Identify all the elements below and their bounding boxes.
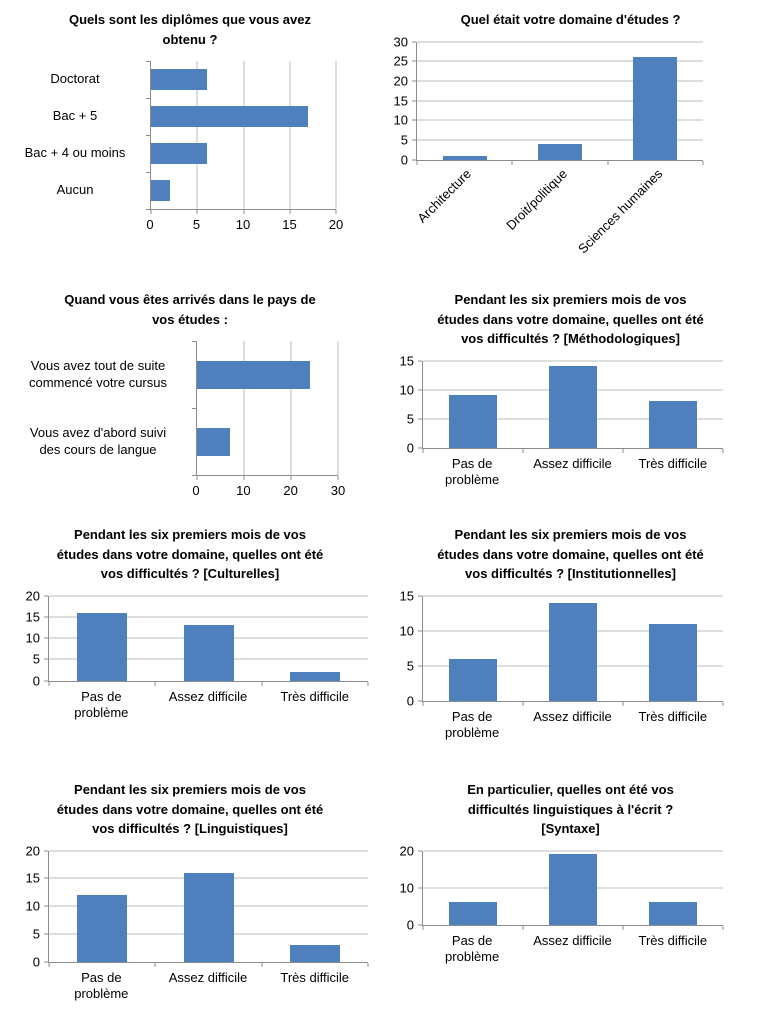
x-axis-labels bbox=[48, 963, 368, 1004]
y-axis-tick bbox=[44, 595, 48, 596]
bar bbox=[184, 873, 234, 962]
y-axis-tick bbox=[146, 135, 150, 136]
category-label: Très difficile bbox=[638, 455, 708, 471]
gridline bbox=[243, 61, 244, 209]
gridline bbox=[423, 850, 723, 851]
category-label-wrap bbox=[0, 61, 150, 98]
x-axis-tick bbox=[623, 926, 624, 930]
bar bbox=[151, 106, 308, 127]
y-tick-label: 10 bbox=[25, 630, 40, 646]
x-axis-tick bbox=[723, 926, 724, 930]
y-axis-tick bbox=[418, 665, 422, 666]
x-axis-tick bbox=[423, 926, 424, 930]
y-axis-tick bbox=[412, 100, 416, 101]
chart-canvas bbox=[0, 61, 380, 235]
x-axis-tick bbox=[49, 682, 50, 686]
category-label: Pas de problème bbox=[74, 688, 129, 721]
bar bbox=[549, 366, 597, 447]
bar bbox=[77, 895, 127, 962]
y-axis-tick bbox=[418, 447, 422, 448]
x-axis-tick bbox=[336, 210, 337, 214]
x-axis-tick bbox=[289, 210, 290, 214]
y-tick-label: 10 bbox=[399, 382, 414, 397]
y-axis-tick bbox=[44, 638, 48, 639]
chart-plot-row bbox=[0, 341, 338, 476]
gridline bbox=[336, 61, 337, 209]
category-label: Très difficile bbox=[638, 932, 708, 948]
y-axis-tick bbox=[418, 700, 422, 701]
bar bbox=[197, 361, 310, 389]
chart-plot-row bbox=[380, 353, 723, 455]
bar bbox=[290, 945, 340, 962]
y-tick-label: 10 bbox=[25, 898, 40, 914]
y-tick-label: 15 bbox=[25, 870, 40, 886]
y-tick-label: 30 bbox=[393, 34, 408, 49]
y-tick-label: 5 bbox=[32, 651, 40, 667]
y-axis-tick bbox=[44, 961, 48, 962]
y-tick-label: 0 bbox=[406, 693, 414, 708]
y-tick-label: 20 bbox=[399, 843, 414, 858]
chart-plot-row bbox=[0, 843, 368, 969]
chart-difficultes-syntaxe bbox=[380, 770, 761, 1024]
category-label-wrap bbox=[422, 456, 522, 490]
x-tick-label: 20 bbox=[328, 217, 344, 232]
category-label: Pas de problème bbox=[74, 969, 129, 1002]
plot-area bbox=[422, 361, 723, 449]
x-tick-label: 30 bbox=[330, 483, 346, 498]
y-axis-tick bbox=[44, 906, 48, 907]
category-label: Sciences humaines bbox=[575, 165, 666, 256]
x-axis-tick bbox=[523, 449, 524, 453]
y-axis-tick bbox=[418, 887, 422, 888]
category-label-wrap bbox=[155, 689, 262, 723]
x-axis-tick bbox=[723, 702, 724, 706]
category-label-wrap bbox=[422, 933, 522, 967]
category-label: Vous avez d'abord suivi des cours de langue bbox=[29, 424, 167, 457]
bar bbox=[538, 144, 582, 160]
bar bbox=[633, 57, 677, 159]
y-tick-label: 15 bbox=[399, 353, 414, 368]
x-axis-tick bbox=[623, 702, 624, 706]
plot-area bbox=[150, 61, 336, 210]
category-label-wrap bbox=[0, 172, 150, 209]
y-tick-label: 20 bbox=[393, 73, 408, 89]
category-label: Assez difficile bbox=[533, 455, 612, 471]
chart-title: Quels sont les diplômes que vous avez obtenu ? bbox=[68, 12, 312, 47]
x-axis-labels bbox=[416, 161, 703, 276]
y-tick-label: 5 bbox=[406, 411, 414, 426]
category-label: Bac + 5 bbox=[52, 108, 98, 124]
y-axis-labels bbox=[380, 843, 422, 932]
y-tick-label: 5 bbox=[406, 658, 414, 674]
chart-canvas bbox=[380, 34, 761, 276]
y-axis-tick bbox=[146, 209, 150, 210]
y-axis-tick bbox=[44, 850, 48, 851]
x-axis-tick bbox=[197, 476, 198, 480]
category-label-wrap bbox=[422, 709, 522, 743]
x-axis-tick bbox=[368, 963, 369, 967]
category-label: Aucun bbox=[56, 182, 94, 198]
chart-canvas bbox=[380, 353, 761, 490]
y-axis-tick bbox=[44, 659, 48, 660]
x-axis-tick bbox=[523, 926, 524, 930]
category-label: Très difficile bbox=[280, 688, 349, 704]
bar bbox=[443, 156, 487, 160]
category-label: Droit/politique bbox=[503, 165, 571, 233]
x-axis-tick bbox=[197, 210, 198, 214]
bar bbox=[151, 69, 207, 90]
gridline bbox=[338, 341, 339, 475]
chart-difficultes-methodologiques bbox=[380, 280, 761, 515]
category-label-wrap bbox=[0, 408, 196, 475]
category-label-wrap bbox=[261, 689, 368, 723]
category-label: Assez difficile bbox=[533, 708, 612, 724]
plot-area bbox=[416, 42, 703, 161]
y-tick-label: 15 bbox=[393, 93, 408, 108]
y-tick-label: 10 bbox=[399, 623, 414, 639]
y-tick-label: 0 bbox=[400, 152, 408, 167]
category-axis-labels bbox=[0, 61, 150, 209]
bar bbox=[184, 625, 234, 680]
y-axis-tick bbox=[412, 80, 416, 81]
y-tick-label: 20 bbox=[25, 843, 40, 858]
x-axis-tick bbox=[49, 963, 50, 967]
x-axis-tick bbox=[423, 702, 424, 706]
x-axis-labels bbox=[146, 217, 344, 235]
plot-area bbox=[48, 851, 368, 963]
plot-area bbox=[48, 596, 368, 682]
category-label: Pas de problème bbox=[445, 708, 500, 741]
chart-canvas bbox=[0, 843, 380, 1004]
category-label: Très difficile bbox=[280, 969, 349, 985]
chart-difficultes-culturelles bbox=[0, 515, 380, 770]
x-axis-labels bbox=[192, 483, 346, 501]
x-axis-tick bbox=[368, 682, 369, 686]
y-axis-tick bbox=[146, 61, 150, 62]
category-label-wrap bbox=[623, 933, 723, 967]
bar bbox=[77, 613, 127, 681]
y-tick-label: 0 bbox=[32, 673, 40, 688]
x-tick-label: 0 bbox=[146, 217, 154, 232]
bar bbox=[649, 902, 697, 924]
chart-canvas bbox=[380, 843, 761, 967]
y-axis-tick bbox=[412, 41, 416, 42]
bar bbox=[449, 902, 497, 924]
plot-area bbox=[422, 851, 723, 926]
chart-plot-row bbox=[0, 588, 368, 688]
x-axis-tick bbox=[523, 702, 524, 706]
y-axis-tick bbox=[44, 878, 48, 879]
category-axis-labels bbox=[0, 341, 196, 475]
gridline bbox=[417, 41, 703, 42]
y-axis-labels bbox=[380, 588, 422, 708]
bar bbox=[649, 624, 697, 701]
y-tick-label: 20 bbox=[25, 588, 40, 603]
y-axis-labels bbox=[380, 353, 422, 455]
chart-title: Pendant les six premiers mois de vos études dans votre domaine, quelles ont été vos difficultés ? [Culturelles] bbox=[56, 527, 324, 581]
bar bbox=[449, 395, 497, 447]
y-axis-tick bbox=[418, 389, 422, 390]
x-tick-label: 10 bbox=[235, 217, 251, 232]
category-label-wrap bbox=[155, 970, 262, 1004]
category-label: Assez difficile bbox=[533, 932, 612, 948]
y-axis-tick bbox=[192, 341, 196, 342]
x-axis-labels bbox=[422, 702, 723, 743]
y-axis-tick bbox=[418, 630, 422, 631]
x-axis-tick bbox=[151, 210, 152, 214]
y-axis-tick bbox=[418, 850, 422, 851]
x-axis-tick bbox=[623, 449, 624, 453]
y-tick-label: 25 bbox=[393, 53, 408, 69]
y-tick-label: 10 bbox=[399, 880, 414, 895]
category-label: Vous avez tout de suite commencé votre cursus bbox=[29, 357, 167, 390]
chart-plot-row bbox=[0, 61, 336, 210]
x-tick-label: 5 bbox=[192, 217, 201, 232]
category-label: Pas de problème bbox=[445, 455, 500, 488]
y-axis-tick bbox=[412, 139, 416, 140]
bar bbox=[649, 401, 697, 447]
category-label-wrap bbox=[48, 689, 155, 723]
y-axis-tick bbox=[418, 595, 422, 596]
category-label: Doctorat bbox=[50, 71, 100, 87]
chart-title: Pendant les six premiers mois de vos études dans votre domaine, quelles ont été vos difficultés ? [Institutionnelles] bbox=[437, 527, 704, 581]
x-axis-tick bbox=[244, 476, 245, 480]
bar bbox=[549, 603, 597, 701]
y-tick-label: 15 bbox=[399, 588, 414, 603]
x-axis-labels bbox=[422, 449, 723, 490]
category-label: Pas de problème bbox=[445, 932, 500, 965]
y-axis-tick bbox=[412, 61, 416, 62]
y-axis-tick bbox=[192, 475, 196, 476]
x-axis-tick bbox=[155, 682, 156, 686]
chart-title: Quand vous êtes arrivés dans le pays de vos études : bbox=[64, 292, 316, 327]
y-axis-tick bbox=[418, 418, 422, 419]
y-axis-tick bbox=[418, 360, 422, 361]
bar bbox=[197, 428, 230, 456]
plot-area bbox=[422, 596, 723, 702]
chart-arrivee-pays bbox=[0, 280, 380, 515]
y-tick-label: 15 bbox=[25, 609, 40, 625]
chart-diplomes bbox=[0, 0, 380, 280]
x-axis-tick bbox=[423, 449, 424, 453]
bar bbox=[151, 180, 170, 201]
category-label: Très difficile bbox=[638, 708, 708, 724]
y-axis-tick bbox=[146, 98, 150, 99]
y-axis-labels bbox=[0, 843, 48, 969]
gridline bbox=[49, 595, 368, 596]
x-axis-tick bbox=[243, 210, 244, 214]
x-tick-label: 15 bbox=[282, 217, 297, 232]
chart-plot-row bbox=[380, 843, 723, 932]
category-label: Bac + 4 ou moins bbox=[24, 145, 126, 161]
chart-difficultes-linguistiques bbox=[0, 770, 380, 1024]
y-tick-label: 5 bbox=[400, 132, 408, 148]
category-label-wrap bbox=[0, 135, 150, 172]
chart-canvas bbox=[0, 588, 380, 723]
category-label-wrap bbox=[522, 933, 622, 967]
y-tick-label: 10 bbox=[393, 112, 408, 128]
category-label-wrap bbox=[522, 456, 622, 490]
category-label-wrap bbox=[623, 456, 723, 490]
category-label-wrap bbox=[623, 709, 723, 743]
plot-area bbox=[196, 341, 338, 476]
x-tick-label: 0 bbox=[192, 483, 200, 498]
category-label: Assez difficile bbox=[168, 688, 248, 704]
gridline bbox=[423, 595, 723, 596]
category-label-wrap bbox=[522, 709, 622, 743]
y-axis-labels bbox=[0, 588, 48, 688]
y-axis-tick bbox=[192, 408, 196, 409]
y-axis-tick bbox=[44, 933, 48, 934]
x-axis-tick bbox=[261, 963, 262, 967]
category-label-wrap bbox=[0, 98, 150, 135]
y-tick-label: 5 bbox=[32, 926, 40, 942]
x-axis-tick bbox=[291, 476, 292, 480]
x-tick-label: 10 bbox=[236, 483, 251, 498]
chart-plot-row bbox=[380, 588, 723, 708]
chart-title: Quel était votre domaine d'études ? bbox=[460, 12, 681, 27]
y-axis-tick bbox=[44, 616, 48, 617]
category-label: Assez difficile bbox=[168, 969, 248, 985]
category-label-wrap bbox=[261, 970, 368, 1004]
y-axis-tick bbox=[418, 924, 422, 925]
y-axis-tick bbox=[44, 680, 48, 681]
category-label-wrap bbox=[0, 341, 196, 408]
bar bbox=[151, 143, 207, 164]
gridline bbox=[289, 61, 290, 209]
y-axis-tick bbox=[412, 120, 416, 121]
category-label-wrap bbox=[48, 970, 155, 1004]
chart-domaine-etudes bbox=[380, 0, 761, 280]
y-axis-labels bbox=[380, 34, 416, 167]
chart-plot-row bbox=[380, 34, 703, 167]
x-axis-tick bbox=[338, 476, 339, 480]
chart-title: En particulier, quelles ont été vos difficultés linguistiques à l'écrit ? [Syntaxe] bbox=[467, 782, 674, 836]
chart-difficultes-institutionnelles bbox=[380, 515, 761, 770]
chart-title: Pendant les six premiers mois de vos études dans votre domaine, quelles ont été vos difficultés ? [Linguistiques] bbox=[56, 782, 324, 836]
x-axis-tick bbox=[155, 963, 156, 967]
chart-canvas bbox=[0, 341, 380, 501]
chart-canvas bbox=[380, 588, 761, 743]
bar bbox=[549, 854, 597, 924]
y-tick-label: 0 bbox=[32, 954, 40, 969]
y-tick-label: 0 bbox=[406, 440, 414, 455]
bar bbox=[449, 659, 497, 701]
gridline bbox=[49, 850, 368, 851]
category-label: Architecture bbox=[414, 165, 475, 226]
y-axis-tick bbox=[146, 172, 150, 173]
x-axis-tick bbox=[723, 449, 724, 453]
gridline bbox=[423, 360, 723, 361]
x-tick-label: 20 bbox=[283, 483, 298, 498]
x-axis-tick bbox=[261, 682, 262, 686]
bar bbox=[290, 672, 340, 681]
y-tick-label: 0 bbox=[406, 917, 414, 932]
chart-title: Pendant les six premiers mois de vos études dans votre domaine, quelles ont été vos difficultés ? [Méthodologiques] bbox=[437, 292, 704, 346]
x-axis-labels bbox=[422, 926, 723, 967]
x-axis-labels bbox=[48, 682, 368, 723]
